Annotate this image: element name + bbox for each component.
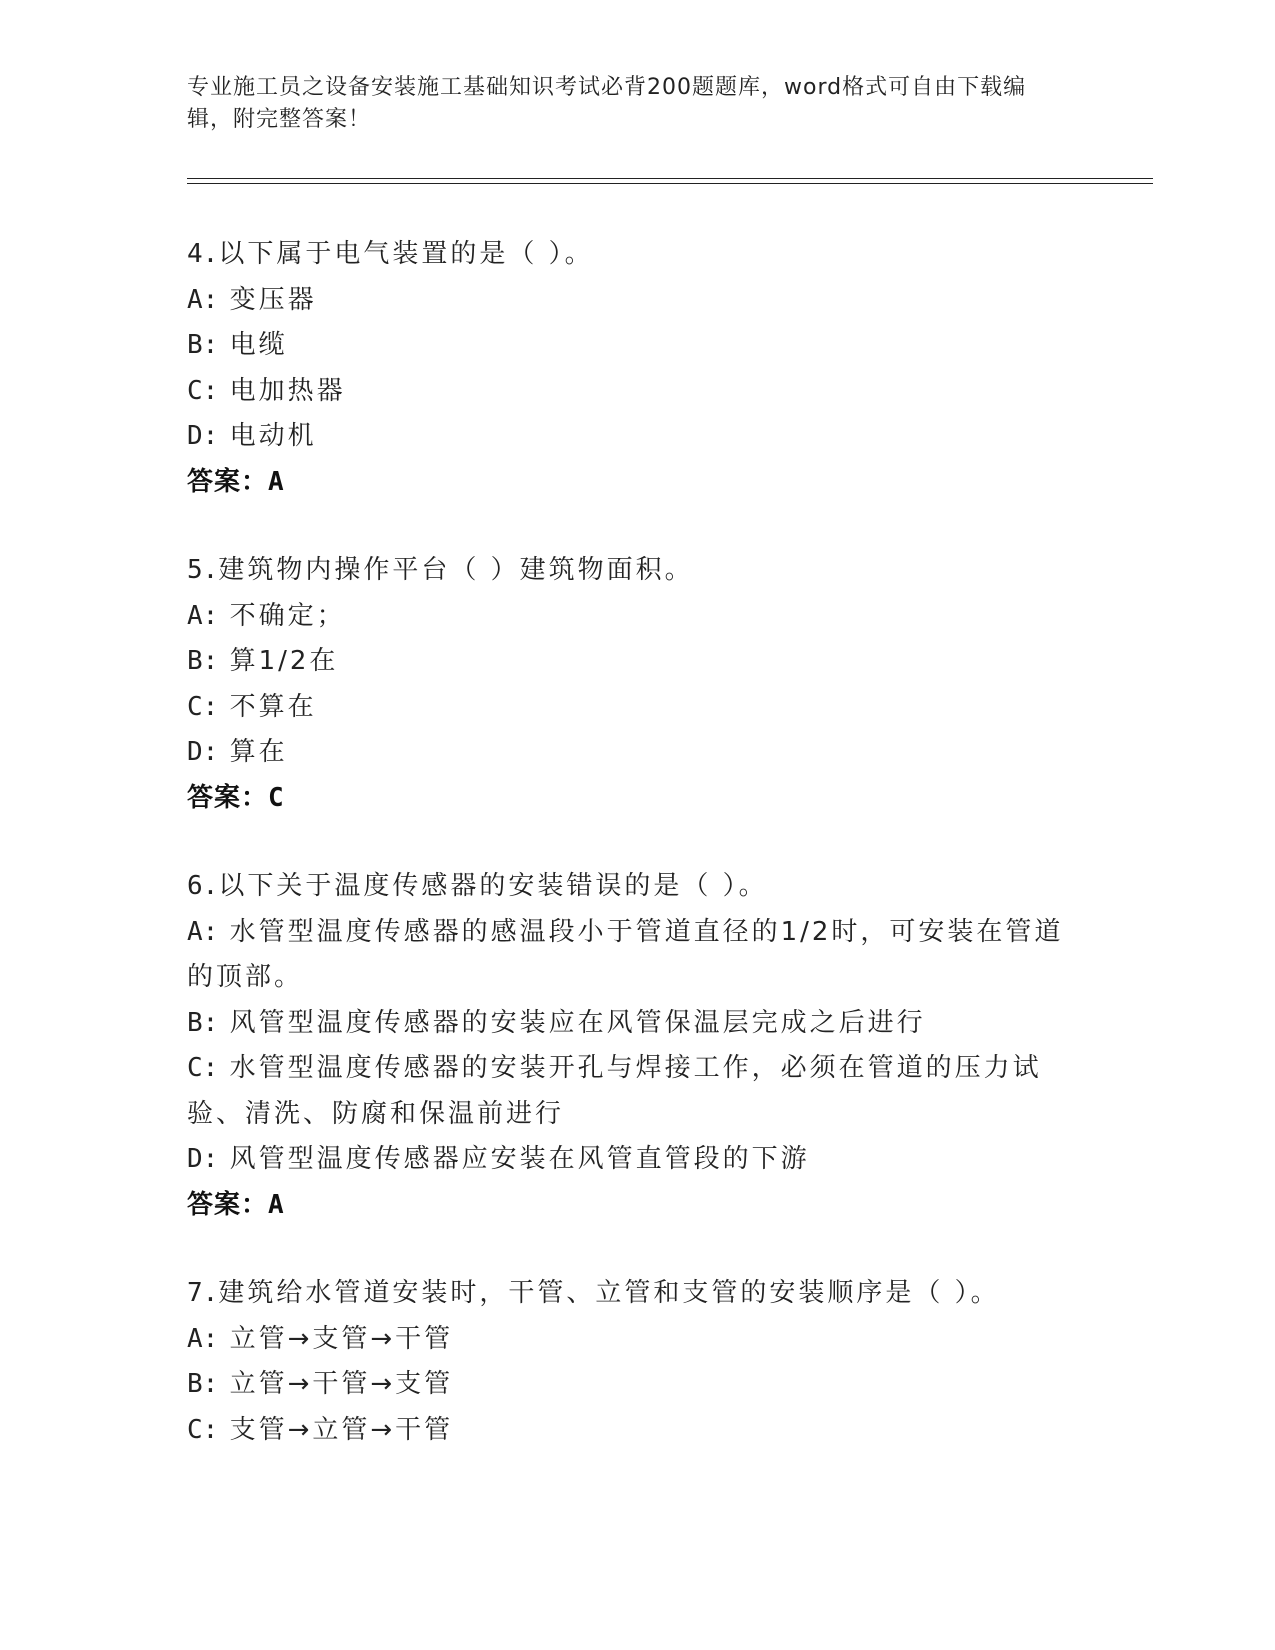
option-text: 风管型温度传感器的安装应在风管保温层完成之后进行: [229, 1007, 926, 1038]
header-rule-bottom: [187, 183, 1153, 184]
question-stem: [187, 864, 1087, 910]
answer-value: C: [268, 782, 285, 813]
question-5: [187, 548, 1087, 821]
option-c: [187, 369, 1087, 415]
answer-value: A: [268, 1189, 285, 1220]
option-text: 水管型温度传感器的安装开孔与焊接工作，必须在管道的压力试验、清洗、防腐和保温前进行: [187, 1053, 1042, 1129]
option-b: [187, 323, 1087, 369]
option-b: [187, 1001, 1087, 1047]
answer-label: 答案：: [187, 782, 269, 813]
answer-line: [187, 460, 1087, 506]
option-a: [187, 278, 1087, 324]
option-text: 支管→立管→干管: [229, 1414, 454, 1445]
option-text: 风管型温度传感器应安装在风管直管段的下游: [229, 1144, 810, 1174]
option-key: C:: [187, 375, 219, 406]
option-key: A:: [187, 1323, 219, 1354]
question-number: 5.: [187, 555, 219, 585]
question-text: 以下关于温度传感器的安装错误的是（ ）。: [218, 871, 768, 901]
option-b: [187, 1362, 1087, 1408]
question-stem: [187, 1271, 1087, 1317]
answer-label: 答案：: [187, 1189, 269, 1220]
question-stem: [187, 232, 1087, 278]
question-number: 4.: [187, 239, 219, 269]
option-key: A:: [187, 600, 219, 631]
question-number: 7.: [187, 1278, 219, 1308]
option-text: 电加热器: [229, 375, 346, 406]
question-number: 6.: [187, 871, 219, 901]
option-a: [187, 910, 1087, 1001]
option-key: B:: [187, 1369, 219, 1399]
option-a: [187, 594, 1087, 640]
option-key: B:: [187, 646, 219, 676]
option-c: [187, 1408, 1087, 1454]
option-key: D:: [187, 737, 219, 767]
option-text: 算在: [229, 737, 288, 767]
question-4: [187, 232, 1087, 505]
option-a: [187, 1317, 1087, 1363]
option-key: C:: [187, 1053, 219, 1083]
option-text: 变压器: [229, 284, 317, 315]
option-text: 立管→支管→干管: [229, 1323, 454, 1354]
answer-label: 答案：: [187, 466, 269, 497]
question-list: [187, 232, 1087, 1496]
option-text: 不算在: [229, 691, 317, 722]
option-d: [187, 414, 1087, 460]
option-text: 算1/2在: [229, 646, 339, 676]
question-6: [187, 864, 1087, 1228]
header-rule-top: [187, 178, 1153, 179]
option-key: C:: [187, 691, 219, 722]
question-text: 建筑物内操作平台（ ）建筑物面积。: [218, 555, 694, 585]
option-key: B:: [187, 1007, 219, 1038]
answer-line: [187, 776, 1087, 822]
option-d: [187, 1137, 1087, 1183]
option-c: [187, 1046, 1087, 1137]
question-text: 以下属于电气装置的是（ ）。: [218, 239, 594, 269]
question-7: [187, 1271, 1087, 1453]
option-text: 电缆: [229, 330, 288, 360]
option-key: B:: [187, 330, 219, 360]
option-key: A:: [187, 916, 219, 947]
option-c: [187, 685, 1087, 731]
question-text: 建筑给水管道安装时，干管、立管和支管的安装顺序是（ ）。: [218, 1278, 1000, 1308]
document-header: 专业施工员之设备安装施工基础知识考试必背200题题库，word格式可自由下载编辑，附完整答案！: [187, 75, 1027, 132]
option-text: 水管型温度传感器的感温段小于管道直径的1/2时，可安装在管道的顶部。: [187, 916, 1064, 992]
option-d: [187, 730, 1087, 776]
question-stem: [187, 548, 1087, 594]
answer-value: A: [268, 466, 285, 497]
option-key: C:: [187, 1414, 219, 1445]
option-b: [187, 639, 1087, 685]
option-text: 立管→干管→支管: [229, 1369, 454, 1399]
option-text: 不确定；: [229, 600, 346, 631]
option-key: A:: [187, 284, 219, 315]
option-key: D:: [187, 421, 219, 451]
option-key: D:: [187, 1144, 219, 1174]
answer-line: [187, 1183, 1087, 1229]
option-text: 电动机: [229, 421, 317, 451]
